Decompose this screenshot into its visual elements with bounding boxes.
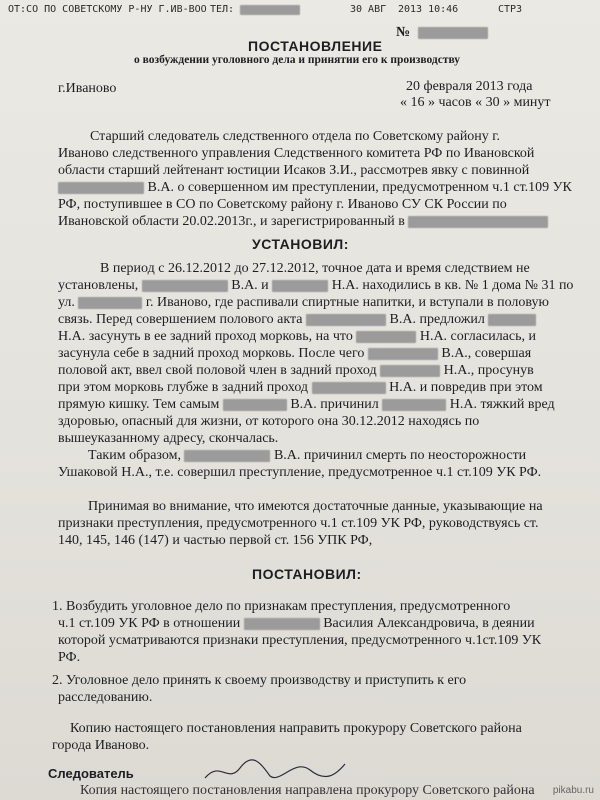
- established-line: Таким образом, В.А. причинил смерть по неосторожности: [88, 448, 527, 463]
- fax-year-time: 2013 10:46: [398, 4, 459, 15]
- established-line: установлены, В.А. и Н.А. находились в кв. № 1 дома № 31 по: [58, 278, 574, 293]
- investigator-label: Следователь: [48, 766, 134, 781]
- redacted-name: [356, 331, 416, 343]
- redacted-name: [142, 280, 228, 292]
- time-line: « 16 » часов « 30 » минут: [400, 95, 551, 110]
- redacted-name: [223, 399, 287, 411]
- item1-line: 1. Возбудить уголовное дело по признакам преступления, предусмотренного: [52, 599, 511, 614]
- intro-line: В.А. о совершенном им преступлении, предусмотренном ч.1 ст.109 УК: [58, 179, 572, 197]
- redacted-name: [58, 182, 144, 194]
- intro-line: области старший лейтенант юстиции Исаков З.И., рассмотрев явку с повинной: [58, 163, 530, 178]
- established-line: здоровью, опасный для жизни, от которого она 30.12.2012 находясь по: [58, 414, 480, 429]
- redacted-name: [380, 365, 440, 377]
- copy-send-line: города Иваново.: [52, 738, 150, 753]
- item1-line: ч.1 ст.109 УК РФ в отношении Василия Александровича, в деянии: [58, 616, 535, 631]
- established-line: засунула себе в задний проход морковь. После чего В.А., совершая: [58, 346, 532, 361]
- resolved-heading: ПОСТАНОВИЛ:: [252, 566, 362, 582]
- established-line: Ушаковой Н.А., т.е. совершил преступление, предусмотренное ч.1 ст.109 УК РФ.: [58, 465, 542, 480]
- established-heading: УСТАНОВИЛ:: [252, 236, 349, 252]
- redacted-name: [184, 450, 270, 462]
- doc-number: №: [396, 24, 488, 42]
- grounds-line: Принимая во внимание, что имеются достаточные данные, указывающие на: [88, 499, 543, 514]
- city: г.Иваново: [58, 81, 117, 96]
- established-line: половой акт, ввел свой половой член в задний проход Н.А., просунув: [58, 363, 534, 378]
- watermark: pikabu.ru: [552, 785, 594, 796]
- redacted-street: [78, 297, 142, 309]
- redacted-surname: [244, 618, 320, 630]
- intro-line: Иваново следственного управления Следственного комитета РФ по Ивановской: [58, 146, 535, 161]
- page-title: ПОСТАНОВЛЕНИЕ: [248, 38, 383, 54]
- fax-header: [0, 0, 600, 20]
- established-line: при этом морковь глубже в задний проход Н.А. и повредив при этом: [58, 380, 543, 395]
- page-subtitle: о возбуждении уголовного дела и принятии его к производству: [134, 54, 461, 66]
- established-line: В период с 26.12.2012 до 27.12.2012, точное дата и время следствием не: [100, 261, 530, 276]
- intro-line: Ивановской области 20.02.2013г., и зарегистрированный в: [58, 213, 548, 231]
- established-line: вышеуказанному адресу, скончалась.: [58, 431, 279, 446]
- redacted-name: [368, 348, 438, 360]
- intro-line: Старший следователь следственного отдела по Советскому району г.: [90, 129, 500, 144]
- fax-tel-label: ТЕЛ:: [210, 4, 235, 15]
- fax-page: СТР3: [498, 4, 523, 15]
- item1-line: которой усматриваются признаки преступления, предусмотренного ч.1ст.109 УК: [58, 633, 542, 648]
- redacted-doc-number: [418, 27, 488, 39]
- redacted-name: [488, 314, 536, 326]
- grounds-line: 140, 145, 146 (147) и частью первой ст. 156 УПК РФ,: [58, 533, 373, 548]
- established-line: связь. Перед совершением полового акта В.А. предложил: [58, 311, 536, 329]
- fax-date: 30 АВГ: [350, 4, 387, 15]
- fax-from: ОТ:СО ПО СОВЕТСКОМУ Р-НУ Г.ИВ-ВОО: [8, 4, 207, 15]
- redacted-name: [272, 280, 328, 292]
- item2-line: 2. Уголовное дело принять к своему производству и приступить к его: [52, 673, 467, 688]
- redacted-name: [312, 382, 386, 394]
- redacted-phone: [240, 5, 300, 15]
- established-line: прямую кишку. Тем самым В.А. причинил Н.А. тяжкий вред: [58, 397, 555, 412]
- established-line: ул. г. Иваново, где распивали спиртные напитки, и вступали в половую: [58, 295, 549, 310]
- redacted-name: [382, 399, 446, 411]
- redacted-name: [306, 314, 386, 326]
- redacted-registration: [408, 216, 548, 228]
- copy-sent-line: Копия настоящего постановления направлена прокурору Советского района: [80, 783, 535, 798]
- grounds-line: признаки преступления, предусмотренного ч.1 ст.109 УК РФ, руководствуясь ст.: [58, 516, 539, 531]
- item1-line: РФ.: [58, 650, 81, 665]
- item2-line: расследованию.: [58, 690, 153, 705]
- copy-send-line: Копию настоящего постановления направить прокурору Советского района: [70, 721, 522, 736]
- date-line: 20 февраля 2013 года: [406, 79, 533, 94]
- intro-line: РФ, поступившее в СО по Советскому району г. Иваново СУ СК России по: [58, 197, 507, 212]
- established-line: Н.А. засунуть в ее задний проход морковь, на что Н.А. согласилась, и: [58, 329, 536, 344]
